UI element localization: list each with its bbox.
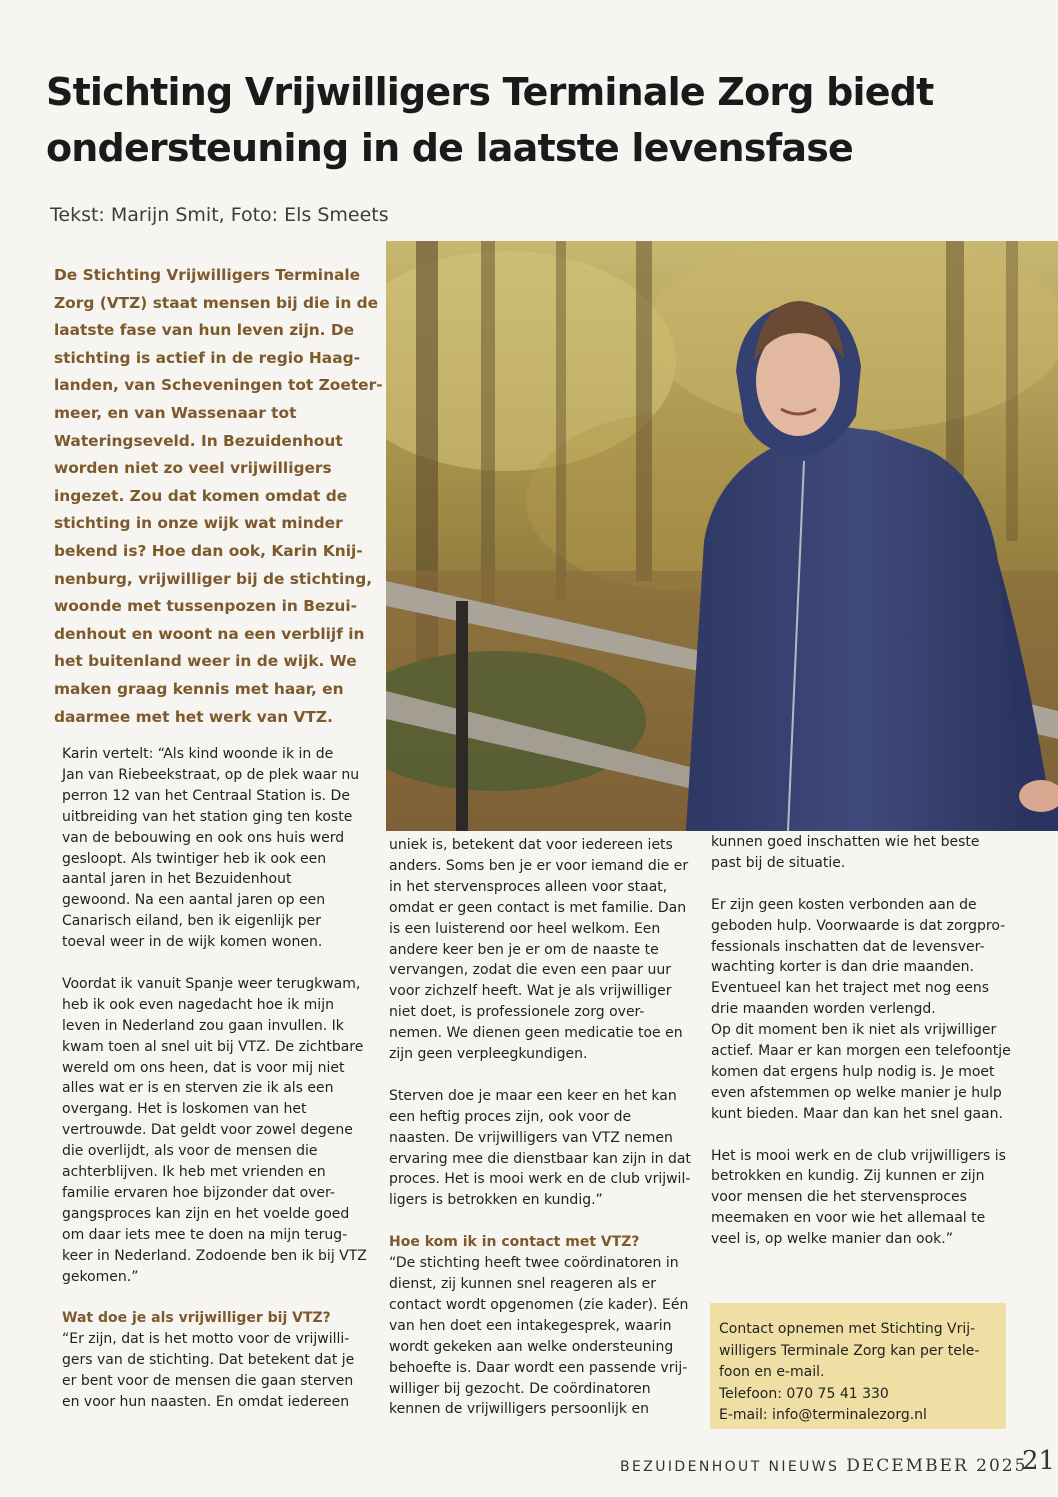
intro-line: meer, en van Wassenaar tot (54, 403, 297, 422)
text-line: contact wordt opgenomen (zie kader). Eén (389, 1296, 689, 1313)
paragraph-gap (389, 1211, 699, 1232)
text-line: meemaken en voor wie het allemaal te (711, 1210, 986, 1227)
text-line: even afstemmen op welke manier je hulp (711, 1084, 1002, 1101)
intro-line: het buitenland weer in de wijk. We (54, 652, 357, 671)
text-line: aantal jaren in het Bezuidenhout (62, 871, 292, 888)
intro-line: landen, van Scheveningen tot Zoeter- (54, 376, 383, 395)
page-footer (620, 1456, 1027, 1476)
text-line: andere keer ben je er om de naaste te (389, 941, 659, 958)
text-line: die overlijdt, als voor de mensen die (62, 1143, 318, 1160)
text-line: williger bij gezocht. De coördinatoren (389, 1380, 651, 1397)
publication-name: BEZUIDENHOUT NIEUWS (620, 1459, 840, 1475)
text-line: is een luisterend oor heel welkom. Een (389, 920, 661, 937)
text-line: komen dat ergens hulp nodig is. Je moet (711, 1063, 995, 1080)
text-line: ervaring mee die dienstbaar kan zijn in dat (389, 1150, 691, 1167)
text-line: gesloopt. Als twintiger heb ik ook een (62, 850, 327, 867)
text-line: Voordat ik vanuit Spanje weer terugkwam, (62, 975, 361, 992)
text-line: nemen. We dienen geen medicatie toe en (389, 1025, 683, 1042)
text-line: veel is, op welke manier dan ook.” (711, 1231, 953, 1248)
text-line: betrokken en kundig. Zij kunnen er zijn (711, 1168, 985, 1185)
article-title (46, 64, 946, 176)
text-line: uitbreiding van het station ging ten koste (62, 808, 353, 825)
intro-line: woonde met tussenpozen in Bezui- (54, 597, 357, 616)
paragraph-gap (389, 1065, 699, 1086)
text-line: familie ervaren hoe bijzonder dat over- (62, 1185, 335, 1202)
paragraph-gap (62, 953, 362, 974)
text-line: zijn geen verpleegkundigen. (389, 1046, 588, 1063)
text-line: uniek is, betekent dat voor iedereen iets (389, 837, 673, 853)
text-line: er bent voor de mensen die gaan sterven (62, 1373, 354, 1390)
text-line: van hen doet een intakegesprek, waarin (389, 1317, 672, 1334)
text-line: toeval weer in de wijk komen wonen. (62, 934, 323, 951)
body-column-3 (711, 832, 1011, 1250)
text-line: Het is mooi werk en de club vrijwilligers is (711, 1147, 1006, 1164)
text-line: om daar iets mee te doen na mijn terug- (62, 1226, 348, 1243)
text-line: wordt gekeken aan welke ondersteuning (389, 1338, 674, 1355)
text-line: Er zijn geen kosten verbonden aan de (711, 896, 977, 913)
byline: Tekst: Marijn Smit, Foto: Els Smeets (50, 204, 389, 226)
text-line: omdat er geen contact is met familie. Dan (389, 899, 687, 916)
contact-email: E-mail: info@terminalezorg.nl (719, 1407, 927, 1423)
intro-line: maken graag kennis met haar, en (54, 679, 344, 698)
text-line: dienst, zij kunnen snel reageren als er (389, 1276, 656, 1292)
title-line: Stichting Vrijwilligers Terminale Zorg biedt (46, 70, 934, 114)
intro-line: laatste fase van hun leven zijn. De (54, 321, 355, 340)
text-line: van de bebouwing en ook ons huis werd (62, 829, 345, 846)
text-line: kunt bieden. Maar dan kan het snel gaan. (711, 1105, 1003, 1122)
portrait-photo (386, 241, 1058, 831)
text-line: past bij de situatie. (711, 854, 846, 871)
section-heading: Wat doe je als vrijwilliger bij VTZ? (62, 1310, 331, 1327)
text-line: een heftig proces zijn, ook voor de (389, 1108, 632, 1125)
paragraph-gap (62, 1288, 362, 1309)
contact-phone: Telefoon: 070 75 41 330 (719, 1385, 889, 1402)
text-line: gekomen.” (62, 1268, 139, 1285)
text-line: vertrouwde. Dat geldt voor zowel degene (62, 1122, 353, 1139)
text-line: kennen de vrijwilligers persoonlijk en (389, 1401, 649, 1418)
title-line: ondersteuning in de laatste levensfase (46, 126, 853, 170)
text-line: alles wat er is en sterven zie ik als een (62, 1080, 334, 1097)
text-line: fessionals inschatten dat de levensver- (711, 938, 985, 955)
issue-date: DECEMBER 2025 (846, 1456, 1028, 1476)
intro-line: nenburg, vrijwilliger bij de stichting, (54, 569, 373, 588)
text-line: actief. Maar er kan morgen een telefoontje (711, 1043, 1011, 1060)
text-line: gangsproces kan zijn en het voelde goed (62, 1205, 350, 1222)
text-line: heb ik ook even nagedacht hoe ik mijn (62, 996, 334, 1013)
intro-line: Wateringseveld. In Bezuidenhout (54, 431, 343, 450)
body-column-1 (62, 744, 367, 1413)
text-line: Sterven doe je maar een keer en het kan (389, 1087, 677, 1104)
text-line: gers van de stichting. Dat betekent dat je (62, 1352, 355, 1369)
text-line: drie maanden worden verlengd. (711, 1001, 936, 1018)
text-line: achterblijven. Ik heb met vrienden en (62, 1164, 326, 1181)
text-line: proces. Het is mooi werk en de club vrijwil- (389, 1171, 691, 1188)
text-line: ligers is betrokken en kundig.” (389, 1192, 603, 1209)
text-line: wachting korter is dan drie maanden. (711, 959, 974, 976)
paragraph-gap (711, 874, 1011, 895)
text-line: Karin vertelt: “Als kind woonde ik in de (62, 746, 334, 762)
text-line: “De stichting heeft twee coördinatoren in (389, 1255, 679, 1272)
intro-line: Zorg (VTZ) staat mensen bij die in de (54, 293, 379, 312)
intro-line: bekend is? Hoe dan ook, Karin Knij- (54, 541, 363, 560)
text-line: wereld om ons heen, dat is voor mij niet (62, 1059, 345, 1076)
intro-line: stichting is actief in de regio Haag- (54, 348, 360, 367)
intro-line: denhout en woont na een verblijf in (54, 624, 365, 643)
contact-line: willigers Terminale Zorg kan per tele- (719, 1342, 980, 1359)
text-line: “Er zijn, dat is het motto voor de vrijwilli- (62, 1331, 350, 1348)
text-line: Canarisch eiland, ben ik eigenlijk per (62, 913, 322, 930)
text-line: voor mensen die het stervensproces (711, 1189, 967, 1206)
page-number: 21 (1022, 1446, 1056, 1476)
text-line: niet doet, is professionele zorg over- (389, 1004, 645, 1021)
contact-box (710, 1303, 1006, 1429)
intro-line: daarmee met het werk van VTZ. (54, 707, 333, 726)
text-line: gewoond. Na een aantal jaren op een (62, 892, 326, 909)
text-line: perron 12 van het Centraal Station is. De (62, 787, 350, 804)
body-column-2 (389, 835, 699, 1420)
text-line: Eventueel kan het traject met nog eens (711, 980, 990, 997)
text-line: Jan van Riebeekstraat, op de plek waar nu (62, 766, 360, 783)
intro-line: De Stichting Vrijwilligers Terminale (54, 266, 361, 284)
text-line: en voor hun naasten. En omdat iedereen (62, 1394, 350, 1411)
intro-line: ingezet. Zou dat komen omdat de (54, 486, 348, 505)
intro-line: stichting in onze wijk wat minder (54, 514, 343, 533)
intro-paragraph (54, 262, 383, 731)
text-line: leven in Nederland zou gaan invullen. Ik (62, 1017, 344, 1034)
text-line: overgang. Het is loskomen van het (62, 1101, 307, 1118)
text-line: keer in Nederland. Zodoende ben ik bij VTZ (62, 1247, 367, 1264)
section-heading: Hoe kom ik in contact met VTZ? (389, 1234, 640, 1251)
text-line: behoefte is. Daar wordt een passende vrij- (389, 1359, 688, 1376)
text-line: vervangen, zodat die even een paar uur (389, 962, 671, 979)
text-line: naasten. De vrijwilligers van VTZ nemen (389, 1129, 673, 1146)
text-line: in het stervensproces alleen voor staat, (389, 878, 668, 895)
contact-line: Contact opnemen met Stichting Vrij- (719, 1321, 976, 1337)
text-line: anders. Soms ben je er voor iemand die er (389, 857, 689, 874)
contact-line: foon en e-mail. (719, 1364, 825, 1380)
text-line: kwam toen al snel uit bij VTZ. De zichtbare (62, 1038, 364, 1055)
text-line: kunnen goed inschatten wie het beste (711, 834, 980, 850)
text-line: voor zichzelf heeft. Wat je als vrijwilliger (389, 983, 672, 1000)
paragraph-gap (711, 1125, 1011, 1146)
intro-line: worden niet zo veel vrijwilligers (54, 459, 332, 478)
text-line: geboden hulp. Voorwaarde is dat zorgpro- (711, 917, 1006, 934)
text-line: Op dit moment ben ik niet als vrijwilliger (711, 1022, 997, 1039)
